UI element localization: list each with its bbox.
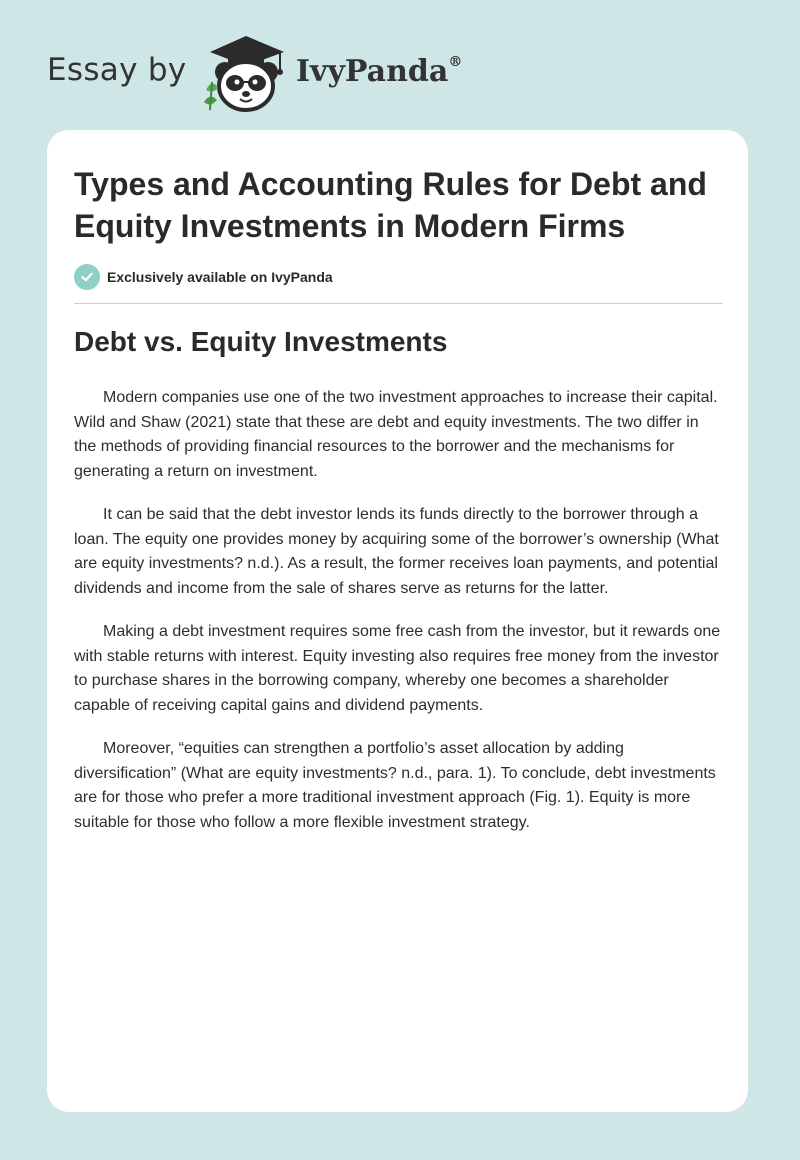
badge-label: Exclusively available on IvyPanda bbox=[107, 269, 333, 285]
site-header bbox=[0, 0, 800, 130]
panda-logo-icon[interactable] bbox=[198, 30, 298, 114]
paragraph: Modern companies use one of the two investment approaches to increase their capital. Wild and Shaw (2021) state that these are debt and equity investments. The two differ in the methods of providing financial resources to the borrower and the mechanisms for generating a return on investment. bbox=[74, 389, 718, 480]
brand-name[interactable]: IvyPanda® bbox=[296, 54, 463, 89]
section-heading: Debt vs. Equity Investments bbox=[74, 326, 448, 357]
exclusive-badge bbox=[74, 264, 333, 290]
paragraph: Moreover, “equities can strengthen a portfolio’s asset allocation by adding diversification” (What are equity investments? n.d., para. 1). To conclude, debt investments are for those who prefer a more traditional investment approach (Fig. 1). Equity is more suitable for those who follow a more flexible investment strategy. bbox=[74, 740, 716, 831]
article-title: Types and Accounting Rules for Debt and Equity Investments in Modern Firms bbox=[74, 166, 707, 244]
paragraph: It can be said that the debt investor lends its funds directly to the borrower through a loan. The equity one provides money by acquiring some of the borrower’s ownership (What are equity investments? n.d.). As a result, the former receives loan payments, and potential dividends and income from the sale of shares serve as returns for the latter. bbox=[74, 506, 719, 597]
article-card bbox=[47, 130, 748, 1112]
registered-mark: ® bbox=[448, 54, 463, 70]
essay-by-label: Essay by bbox=[47, 52, 187, 88]
check-circle-icon bbox=[74, 264, 100, 290]
divider bbox=[74, 303, 723, 304]
article-body bbox=[74, 386, 724, 854]
paragraph: Making a debt investment requires some free cash from the investor, but it rewards one with stable returns with interest. Equity investing also requires free money from the investor to purchase shares in the borrowing company, whereby one becomes a shareholder capable of receiving capital gains and dividend payments. bbox=[74, 623, 721, 714]
